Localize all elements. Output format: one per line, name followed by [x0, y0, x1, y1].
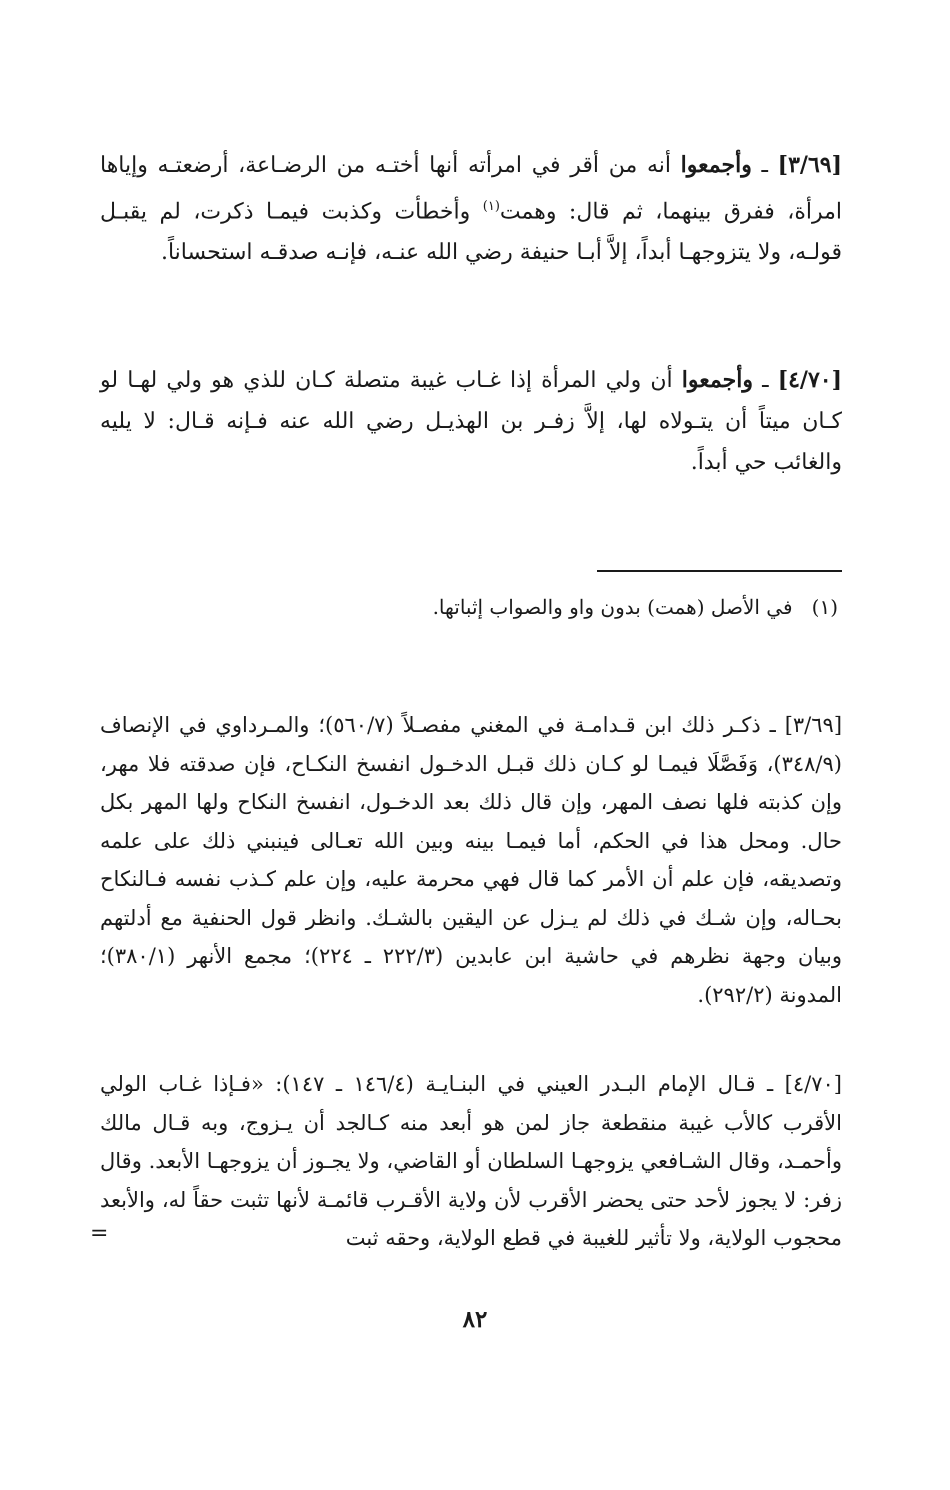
commentary-ref: [٣/٦٩] [784, 713, 843, 737]
paragraph-ref: [٤/٧٠] [777, 367, 843, 393]
paragraph-lead-word: وأجمعوا [680, 152, 752, 178]
footnote-number: (١) [811, 595, 838, 619]
commentary-text: ـ ذكـر ذلك ابن قـدامـة في المغني مفصـلاً (٥٦٠/٧)؛ والمـرداوي في الإنصاف (٣٤٨/٩)، وَفَصَّلَا فيمـا لو كـان ذلك قبـل الدخـول انفسخ النكـاح، فإن صدقته فلا مهر، وإن كذبته فلها نصف المهر، وإن قال ذلك بعد الدخـول، انفسخ النكاح ولها المهر بكل حال. ومحل هذا في الحكم، أما فيمـا بينه وبين الله تعـالى فينبني ذلك على علمه وتصديقه، فإن علم أن الأمر كما قال فهي محرمة عليه، وإن علم كـذب نفسه فـالنكاح بحـاله، وإن شـك في ذلك لم يـزل عن اليقين بالشـك. وانظر قول الحنفية مع أدلتهم وبيان وجهة نظرهم في حاشية ابن عابدين (٢٢٢/٣ ـ ٢٢٤)؛ مجمع الأنهر (٣٨٠/١)؛ المدونة (٢٩٢/٢). [100, 713, 842, 1007]
paragraph-body: أنه من أقر في امرأته أنها أختـه من الرضـاعة، أرضعتـه وإياها امرأة، ففرق بينهما، ثم قال: وهمت [100, 153, 842, 225]
commentary-ref: [٤/٧٠] [784, 1072, 842, 1096]
main-paragraph-2 [100, 360, 842, 483]
footnote-1 [98, 590, 838, 624]
page-number: ٨٢ [462, 1306, 488, 1333]
paragraph-lead-word: وأجمعوا [681, 367, 753, 393]
footnote-text: في الأصل (همت) بدون واو والصواب إثباتها. [432, 595, 793, 619]
continuation-mark: = [90, 1221, 109, 1246]
footnote-marker: (١) [482, 199, 500, 214]
commentary-text: ـ قـال الإمام البـدر العيني في البنـايـة (١٤٦/٤ ـ ١٤٧): «فـإذا غـاب الولي الأقرب كالأب غيبة منقطعة جاز لمن هو أبعد منه كـالجد أن يـزوج، وبه قـال مالك وأحمـد، وقال الشـافعي يزوجهـا السلطان أو القاضي، ولا يجـوز أن يزوجهـا الأبعد. وقال زفر: لا يجوز لأحد حتى يحضر الأقرب لأن ولاية الأقـرب قائمـة لأنها تثبت حقاً له، والأبعد محجوب الولاية، ولا تأثير للغيبة في قطع الولاية، وحقه ثبت [100, 1072, 842, 1250]
paragraph-dash: ـ [752, 368, 778, 393]
commentary-paragraph-2 [100, 1065, 842, 1258]
paragraph-ref: [٣/٦٩] [777, 152, 842, 178]
main-paragraph-1 [100, 145, 842, 273]
paragraph-body: أن ولي المرأة إذا غـاب غيبة متصلة كـان للذي هو ولي لهـا لو كـان ميتاً أن يتـولاه لها، إلاَّ زفـر بن الهذيـل رضي الله عنه فـإنه قـال: لا يليه والغائب حي أبداً. [100, 368, 842, 475]
paragraph-dash: ـ [751, 153, 778, 178]
commentary-paragraph-1 [100, 706, 842, 1014]
paragraph-body-continued: وأخطأت وكذبت فيمـا ذكرت، لم يقبـل قولـه، ولا يتزوجهـا أبداً، إلاَّ أبـا حنيفة رضي الله عنـه، فإنـه صدقـه استحساناً. [100, 199, 842, 266]
footnote-divider [597, 570, 842, 572]
